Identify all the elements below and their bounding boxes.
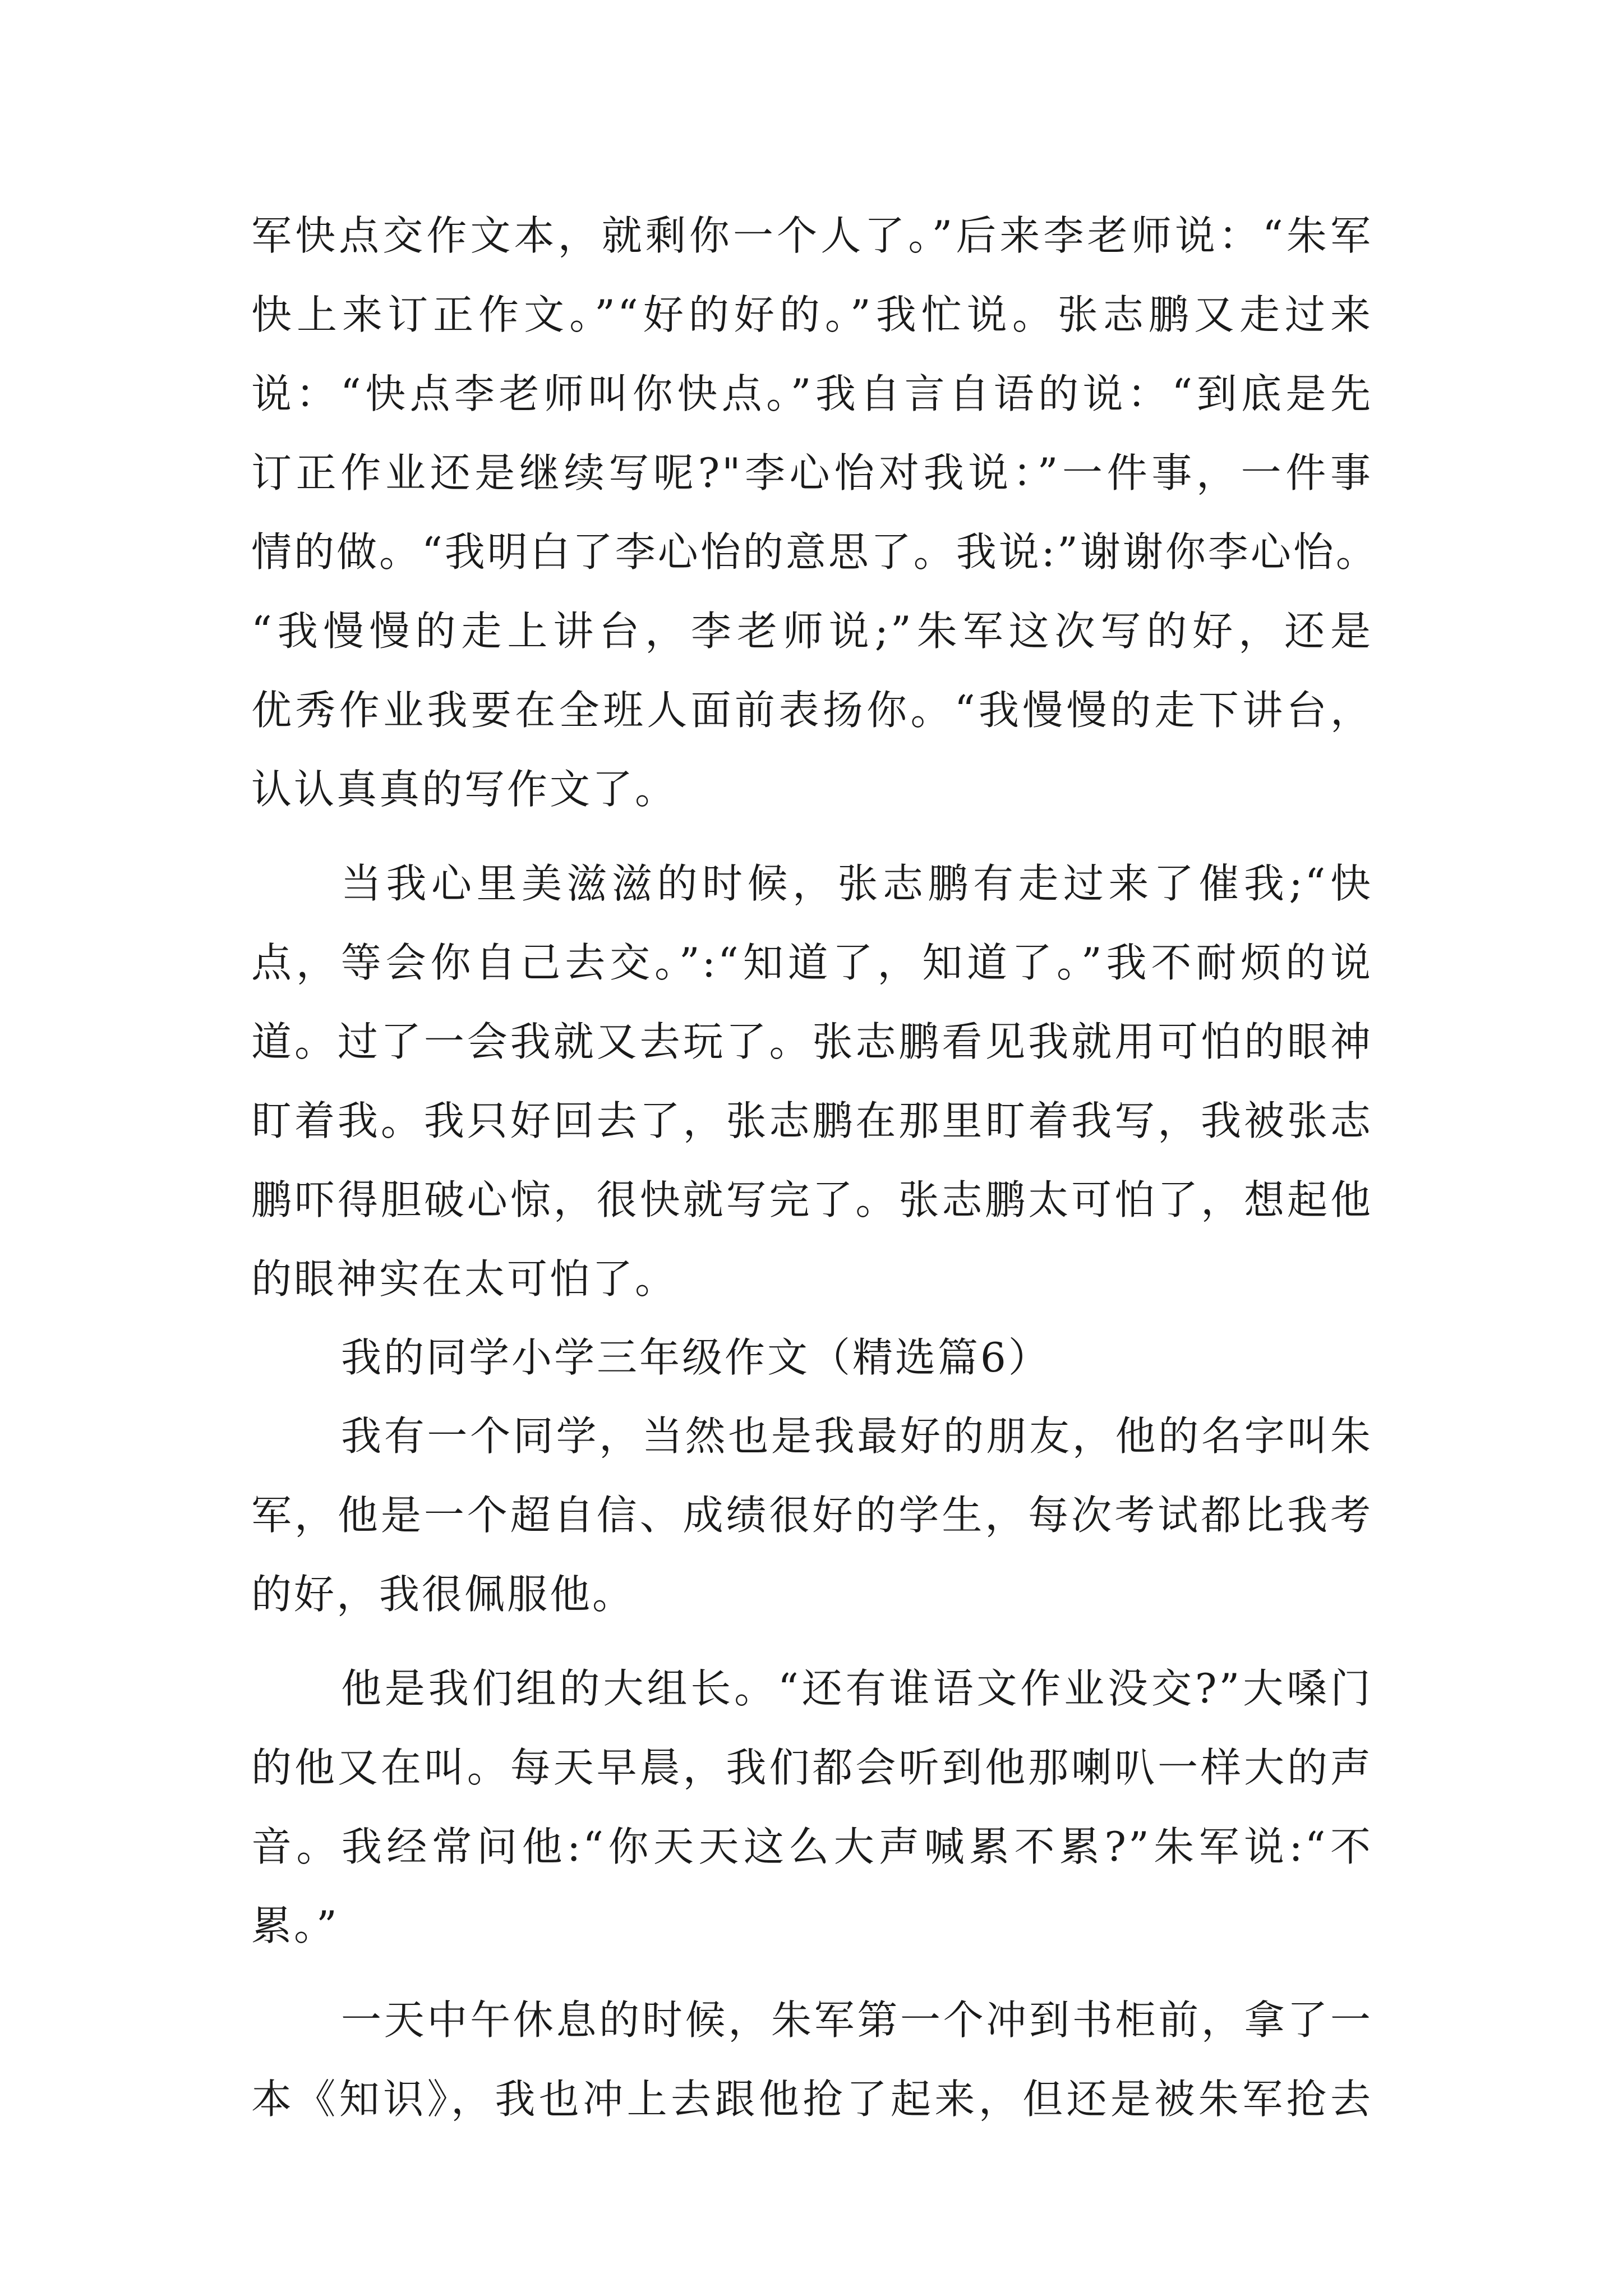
paragraph-line: 本《知识》，我也冲上去跟他抢了起来，但还是被朱军抢去 — [251, 2076, 1373, 2123]
paragraph-line: 的他又在叫。每天早晨，我们都会听到他那喇叭一样大的声 — [251, 1744, 1373, 1791]
paragraph-line: 音。我经常问他:“你天天这么大声喊累不累?”朱军说:“不 — [251, 1823, 1373, 1870]
paragraph-line: 鹏吓得胆破心惊，很快就写完了。张志鹏太可怕了，想起他 — [251, 1176, 1373, 1223]
paragraph-line: 优秀作业我要在全班人面前表扬你。“我慢慢的走下讲台， — [251, 687, 1373, 734]
paragraph-line: 的眼神实在太可怕了。 — [251, 1255, 678, 1303]
paragraph-line: “我慢慢的走上讲台，李老师说;”朱军这次写的好，还是 — [251, 608, 1373, 655]
paragraph-line: 认认真真的写作文了。 — [251, 766, 678, 813]
paragraph-line: 道。过了一会我就又去玩了。张志鹏看见我就用可怕的眼神 — [251, 1018, 1373, 1065]
paragraph-line: 点，等会你自己去交。”:“知道了，知道了。”我不耐烦的说 — [251, 939, 1373, 986]
paragraph-first-line: 当我心里美滋滋的时候，张志鹏有走过来了催我;“快 — [341, 860, 1373, 907]
paragraph-line: 的好，我很佩服他。 — [251, 1571, 635, 1618]
paragraph-line: 军快点交作文本，就剩你一个人了。”后来李老师说：“朱军 — [251, 212, 1373, 259]
paragraph-first-line: 我有一个同学，当然也是我最好的朋友，他的名字叫朱 — [341, 1412, 1373, 1460]
paragraph-line: 情的做。“我明白了李心怡的意思了。我说:”谢谢你李心怡。 — [251, 528, 1378, 576]
paragraph-first-line: 一天中午休息的时候，朱军第一个冲到书柜前，拿了一 — [341, 1996, 1373, 2044]
paragraph-line: 军，他是一个超自信、成绩很好的学生，每次考试都比我考 — [251, 1492, 1373, 1539]
paragraph-line: 盯着我。我只好回去了，张志鹏在那里盯着我写，我被张志 — [251, 1097, 1373, 1144]
paragraph-line: 快上来订正作文。”“好的好的。”我忙说。张志鹏又走过来 — [251, 291, 1373, 338]
paragraph-line: 订正作业还是继续写呢?"李心怡对我说：”一件事，一件事 — [251, 449, 1373, 496]
paragraph-first-line: 他是我们组的大组长。“还有谁语文作业没交?”大嗓门 — [341, 1665, 1373, 1712]
paragraph-line: 累。” — [251, 1902, 339, 1949]
section-heading: 我的同学小学三年级作文（精选篇6） — [341, 1334, 1051, 1381]
paragraph-line: 说：“快点李老师叫你快点。”我自言自语的说：“到底是先 — [251, 370, 1373, 417]
